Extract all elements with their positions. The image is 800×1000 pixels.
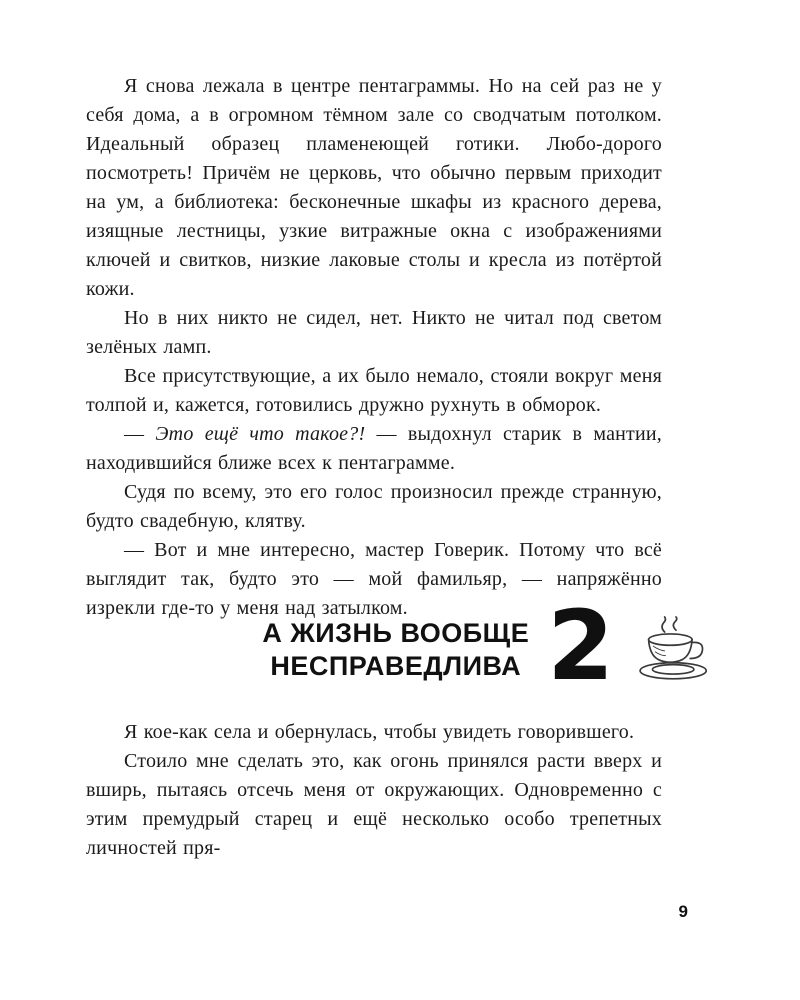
- teacup-icon: [632, 616, 720, 684]
- chapter-number: 2: [547, 590, 614, 702]
- dialogue-italic-phrase: Это ещё что такое?!: [155, 423, 366, 445]
- paragraph: Все присутствующие, а их было немало, стояли вокруг меня толпой и, кажется, готовились дружно рухнуть в обморок.: [86, 365, 662, 416]
- dialogue-rest: — выдохнул старик в мантии, находившийся ближе всех к пентаграмме.: [86, 423, 663, 474]
- paragraph: Я снова лежала в центре пентаграммы. Но на сей раз не у себя дома, а в огромном тёмном зале со сводчатым потолком. Идеальный образец пламенеющей готики. Любо-дорого посмотреть! Причём не церковь, что обычно первым приходит на ум, а библиотека: бесконечные шкафы из красного дерева, изящные лестницы, узкие витражные окна с изображениями ключей и свитков, низкие лаковые столы и кресла из потёртой кожи.: [86, 75, 662, 300]
- paragraph: Судя по всему, это его голос произносил прежде странную, будто свадебную, клятву.: [86, 481, 662, 532]
- paragraph-dialogue: — Вот и мне интересно, мастер Говерик. Потому что всё выглядит так, будто это — мой фамильяр, — напряжённо изрекли где-то у меня над затылком.: [86, 539, 662, 619]
- chapter-title: [262, 617, 529, 683]
- body-text-before-chapter: [86, 72, 662, 623]
- page-number: 9: [678, 902, 688, 921]
- dialogue-dash: —: [124, 423, 156, 445]
- body-text-after-chapter: [86, 718, 662, 863]
- paragraph: Стоило мне сделать это, как огонь принялся расти вверх и вширь, пытаясь отсечь меня от окружающих. Одновременно с этим премудрый старец и ещё несколько особо трепетных личностей пря-: [86, 750, 662, 859]
- chapter-title-line-1: А ЖИЗНЬ ВООБЩЕ: [262, 617, 530, 648]
- paragraph: Я кое-как села и обернулась, чтобы увидеть говорившего.: [124, 721, 635, 743]
- chapter-title-line-2: НЕСПРАВЕДЛИВА: [270, 650, 522, 681]
- chapter-header: [0, 590, 800, 702]
- paragraph: Но в них никто не сидел, нет. Никто не читал под светом зелёных ламп.: [86, 307, 662, 358]
- paragraph-dialogue: [86, 420, 662, 478]
